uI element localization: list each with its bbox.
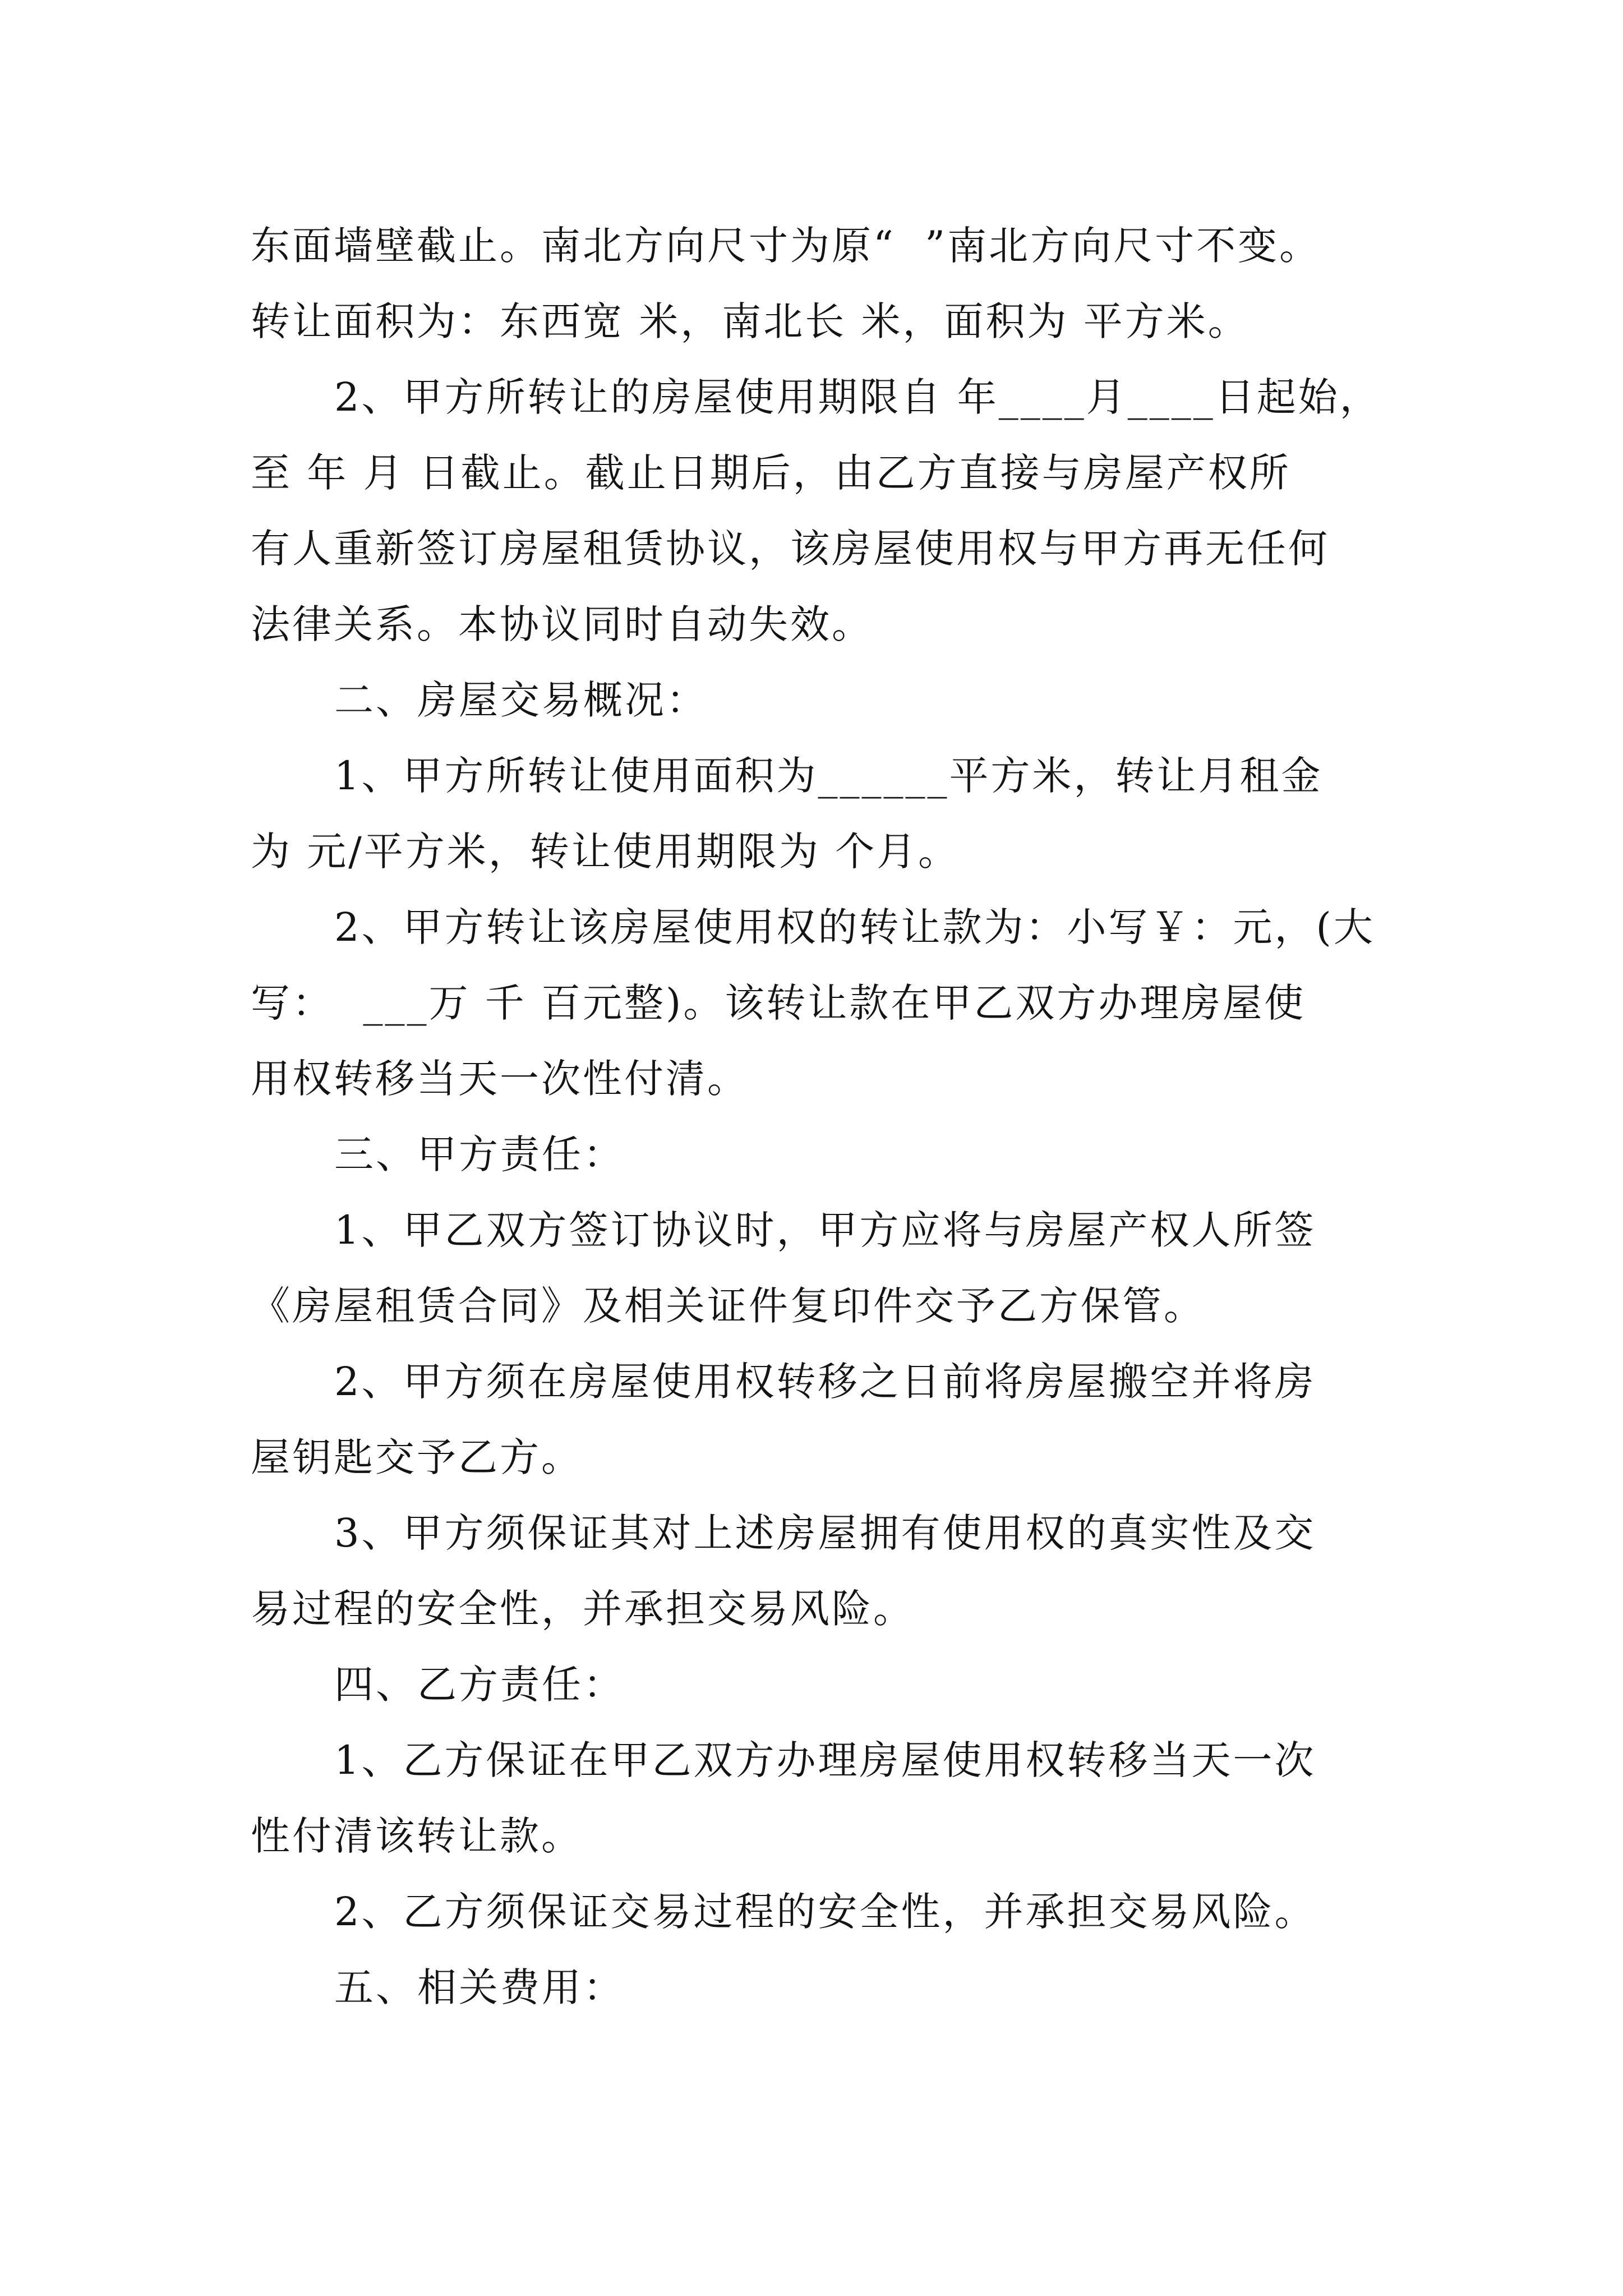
body-text-line: 《房屋租赁合同》及相关证件复印件交予乙方保管。 <box>251 1283 1205 1329</box>
section-heading: 四、乙方责任： <box>334 1662 625 1708</box>
clause-text-line: 2、甲方所转让的房屋使用期限自 年____月____日起始， <box>334 374 1381 420</box>
body-text-line: 至 年 月 日截止。截止日期后，由乙方直接与房屋产权所 <box>251 450 1291 496</box>
body-text-line: 转让面积为：东西宽 米，南北长 米，面积为 平方米。 <box>251 298 1249 344</box>
body-text-line: 法律关系。本协议同时自动失效。 <box>251 601 873 647</box>
body-text-line: 屋钥匙交予乙方。 <box>251 1434 583 1480</box>
body-text-line: 性付清该转让款。 <box>251 1813 583 1859</box>
body-text-line: 为 元/平方米，转让使用期限为 个月。 <box>251 829 960 875</box>
body-text-line: 易过程的安全性，并承担交易风险。 <box>251 1586 915 1632</box>
clause-text-line: 3、甲方须保证其对上述房屋拥有使用权的真实性及交 <box>334 1510 1316 1556</box>
clause-text-line: 2、乙方须保证交易过程的安全性，并承担交易风险。 <box>334 1889 1316 1935</box>
body-text-line: 用权转移当天一次性付清。 <box>251 1056 749 1102</box>
body-text-line: 有人重新签订房屋租赁协议，该房屋使用权与甲方再无任何 <box>251 526 1330 572</box>
body-text-line: 写： ___万 千 百元整)。该转让款在甲乙双方办理房屋使 <box>251 980 1306 1026</box>
section-heading: 三、甲方责任： <box>334 1131 625 1177</box>
section-heading: 二、房屋交易概况： <box>334 677 708 723</box>
clause-text-line: 1、乙方保证在甲乙双方办理房屋使用权转移当天一次 <box>334 1737 1316 1783</box>
section-heading: 五、相关费用： <box>334 1964 625 2010</box>
clause-text-line: 1、甲方所转让使用面积为______平方米，转让月租金 <box>334 753 1323 799</box>
clause-text-line: 2、甲方转让该房屋使用权的转让款为：小写￥：元，(大 <box>334 904 1375 950</box>
clause-text-line: 1、甲乙双方签订协议时，甲方应将与房屋产权人所签 <box>334 1207 1316 1253</box>
clause-text-line: 2、甲方须在房屋使用权转移之日前将房屋搬空并将房 <box>334 1359 1316 1405</box>
body-text-line: 东面墙壁截止。南北方向尺寸为原“ ”南北方向尺寸不变。 <box>251 223 1321 269</box>
